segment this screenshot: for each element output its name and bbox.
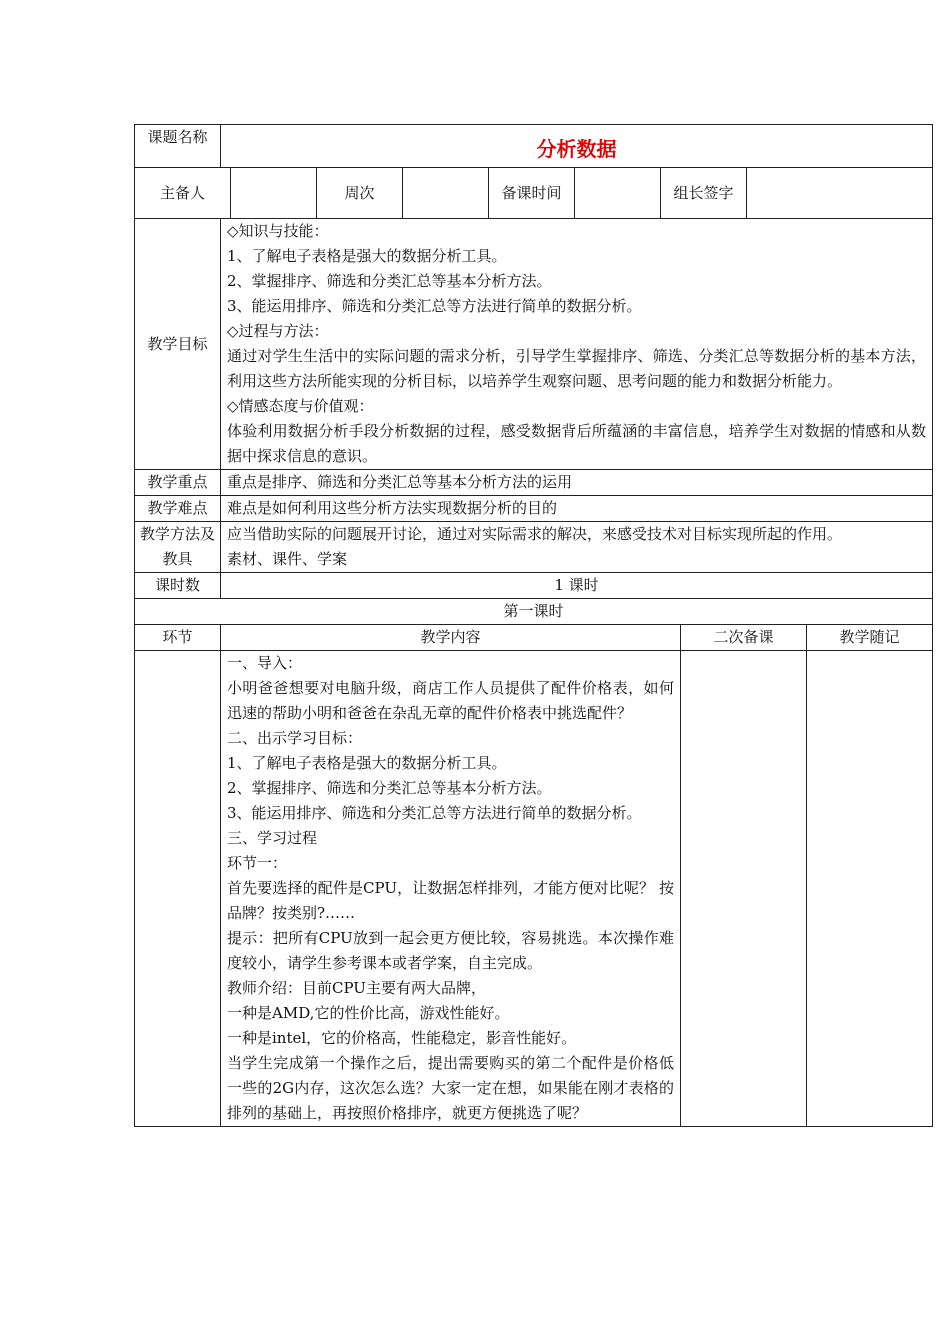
topic-label: 课题名称 <box>135 125 221 168</box>
method-content <box>221 522 933 573</box>
header-table <box>134 124 933 219</box>
column-content: 教学内容 <box>221 625 681 651</box>
knowledge-item-2: 2、掌握排序、筛选和分类汇总等基本分析方法。 <box>227 272 552 290</box>
prep-time-label: 备课时间 <box>489 168 575 219</box>
preparer-label: 主备人 <box>135 168 231 219</box>
key-point-value: 重点是排序、筛选和分类汇总等基本分析方法的运用 <box>221 470 933 496</box>
topic-title: 分析数据 <box>221 125 933 168</box>
leader-sign-label: 组长签字 <box>661 168 747 219</box>
content-line: 提示：把所有CPU放到一起会更方便比较，容易挑选。本次操作难度较小，请学生参考课本或者学案，自主完成。 <box>227 929 674 972</box>
content-line: 一种是intel，它的价格高，性能稳定，影音性能好。 <box>227 1029 577 1047</box>
content-line: 环节一： <box>227 854 288 872</box>
content-line: 1、了解电子表格是强大的数据分析工具。 <box>227 754 507 772</box>
method-line-1: 应当借助实际的问题展开讨论，通过对实际需求的解决，来感受技术对目标实现所起的作用。 <box>227 525 843 543</box>
content-line: 一种是AMD,它的性价比高，游戏性能好。 <box>227 1004 510 1022</box>
content-line: 首先要选择的配件是CPU，让数据怎样排列，才能方便对比呢？ 按品牌？按类别?…… <box>227 879 674 922</box>
objectives-label: 教学目标 <box>135 219 221 470</box>
content-cell <box>221 651 681 1127</box>
key-point-label: 教学重点 <box>135 470 221 496</box>
hours-value: 1 课时 <box>221 573 933 599</box>
lesson-title: 第一课时 <box>135 599 933 625</box>
info-table <box>134 218 933 625</box>
stage-cell <box>135 651 221 1127</box>
preparer-value <box>231 168 317 219</box>
method-label: 教学方法及教具 <box>135 522 221 573</box>
content-line: 三、学习过程 <box>227 829 318 847</box>
lesson-table <box>134 624 933 1127</box>
prep-time-value <box>575 168 661 219</box>
knowledge-item-3: 3、能运用排序、筛选和分类汇总等方法进行简单的数据分析。 <box>227 297 642 315</box>
column-second-prep: 二次备课 <box>681 625 807 651</box>
notes-cell <box>807 651 933 1127</box>
method-line-2: 素材、课件、学案 <box>227 550 348 568</box>
week-value <box>403 168 489 219</box>
content-line: 当学生完成第一个操作之后，提出需要购买的第二个配件是价格低一些的2G内存，这次怎么选？大家一定在想，如果能在刚才表格的排列的基础上，再按照价格排序，就更方便挑选了呢？ <box>227 1054 674 1122</box>
week-label: 周次 <box>317 168 403 219</box>
content-line: 2、掌握排序、筛选和分类汇总等基本分析方法。 <box>227 779 552 797</box>
content-line: 3、能运用排序、筛选和分类汇总等方法进行简单的数据分析。 <box>227 804 642 822</box>
attitude-title: ◇情感态度与价值观： <box>227 397 374 415</box>
knowledge-item-1: 1、了解电子表格是强大的数据分析工具。 <box>227 247 507 265</box>
process-title: ◇过程与方法： <box>227 322 329 340</box>
process-text: 通过对学生生活中的实际问题的需求分析，引导学生掌握排序、筛选、分类汇总等数据分析的基本方法，利用这些方法所能实现的分析目标，以培养学生观察问题、思考问题的能力和数据分析能力。 <box>227 347 926 390</box>
content-line: 小明爸爸想要对电脑升级，商店工作人员提供了配件价格表，如何迅速的帮助小明和爸爸在杂乱无章的配件价格表中挑选配件？ <box>227 679 674 722</box>
objectives-content <box>221 219 933 470</box>
second-prep-cell <box>681 651 807 1127</box>
attitude-text: 体验利用数据分析手段分析数据的过程，感受数据背后所蕴涵的丰富信息，培养学生对数据的情感和从数据中探求信息的意识。 <box>227 422 926 465</box>
hours-label: 课时数 <box>135 573 221 599</box>
difficulty-value: 难点是如何利用这些分析方法实现数据分析的目的 <box>221 496 933 522</box>
lesson-plan-document <box>134 124 932 1127</box>
column-stage: 环节 <box>135 625 221 651</box>
leader-sign-value <box>747 168 933 219</box>
knowledge-title: ◇知识与技能： <box>227 222 329 240</box>
column-notes: 教学随记 <box>807 625 933 651</box>
content-line: 一、导入： <box>227 654 303 672</box>
content-line: 教师介绍：目前CPU主要有两大品牌， <box>227 979 486 997</box>
difficulty-label: 教学难点 <box>135 496 221 522</box>
content-line: 二、出示学习目标： <box>227 729 363 747</box>
